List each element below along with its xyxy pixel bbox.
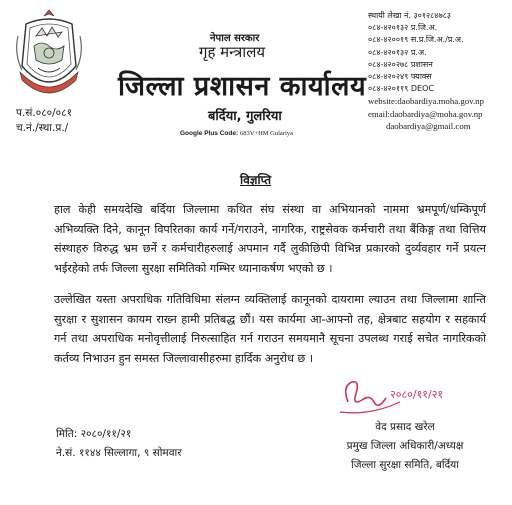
signatory-name: वेद प्रसाद खरेल	[375, 421, 435, 433]
office-name: जिल्ला प्रशासन कार्यालय	[118, 71, 367, 102]
notice-title: विज्ञप्ति	[240, 173, 272, 187]
email-link-secondary[interactable]: daobardiya@gmail.com	[386, 120, 471, 131]
signatory-block	[300, 418, 510, 475]
notice-paragraph-1: हाल केही समयदेखि बर्दिया जिल्लामा कथित संघ संस्था वा अभियानको नाममा भ्रमपूर्ण/धम्किपूर्ण अभिव्यक्ति दिने, कानून विपरितका कार्य गर्ने/गराउने, नागरिक, राष्ट्रसेवक कर्मचारी तथा बैंकिङ्ग तथा वित्तिय संस्थाहरु विरुद्ध भ्रम छर्ने र कर्मचारीहरुलाई अपमान गर्दै लुकीछिपी विभिन्न प्रकारको दुर्व्यवहार गर्ने प्रयत्न भईरहेको तर्फ जिल्ला सुरक्षा समितिको गम्भिर ध्यानाकर्षण भएको छ ।	[54, 203, 486, 275]
phone-line: ०८४-४२०२७८ प्रशासन	[368, 59, 433, 69]
plus-code-label: Google Plus Code:	[180, 130, 240, 137]
date-block	[56, 425, 182, 463]
email-link[interactable]: email:daobardiya@moha.gov.np	[368, 108, 483, 119]
phone-line: ०८४-४२०१३२ प्र.जि.अ.	[368, 23, 438, 33]
government-name: नेपाल सरकार	[210, 33, 260, 44]
signatory-title: प्रमुख जिल्ला अधिकारी/अध्यक्ष	[346, 440, 464, 452]
signatory-committee: जिल्ला सुरक्षा समिति, बर्दिया	[351, 459, 459, 471]
handwritten-signature	[330, 372, 470, 420]
signature-date: २०८०/११/२१	[390, 388, 444, 401]
ministry-name: गृह मन्त्रालय	[199, 43, 266, 61]
notice-paragraph-2: उल्लेखित यस्ता अपराधिक गतिविधिमा संलग्न व्यक्तिलाई कानूनको दायरामा ल्याउन तथा जिल्लामा शान्ति सुरक्षा र सुशासन कायम राख्न हामी प्रतिबद्ध छौं। यस कार्यमा आ-आफ्नो तह, क्षेत्रबाट सहयोग र सहकार्य गर्न तथा अपराधिक मनोवृत्तीलाई निरुत्साहित गर्न गराउन समयमानै सूचना उपलब्ध गराई सचेत नागरिकको कर्तव्य निभाउन हुन समस्त जिल्लावासीहरुमा हार्दिक अनुरोध छ ।	[54, 293, 486, 365]
phone-line: ०८४-४२०११९ DEOC	[368, 84, 434, 94]
contact-block	[368, 10, 484, 132]
phone-line: ०८४-४२०२४९ फ्याक्स	[368, 72, 432, 82]
date-ad: मिति: २०८०/११/२१	[56, 428, 132, 440]
permanent-account-number: स्थायी लेखा नं. ३०१२८४७८३	[368, 11, 451, 20]
phone-line: ०८४-४२००१९ स.प्र.जि.अ./प्र.अ.	[368, 35, 464, 45]
plus-code	[180, 130, 293, 137]
plus-code-value: 683V+HM Gulariya	[239, 130, 293, 137]
website-link[interactable]: website:daobardiya.moha.gov.np	[368, 96, 484, 107]
dispatch-number: च.नं./स्था.प्र./	[16, 122, 69, 134]
district-location: बर्दिया, गुलरिया	[208, 109, 282, 124]
phone-line: ०८४-४२०१३२ प्र.अ.	[368, 47, 427, 57]
letter-number: प.सं.०८०/०८१	[16, 107, 73, 119]
date-nepal-sambat: ने.सं. ११४४ सिल्लागा, ९ सोमवार	[56, 447, 182, 459]
nepal-emblem-icon	[12, 6, 86, 98]
